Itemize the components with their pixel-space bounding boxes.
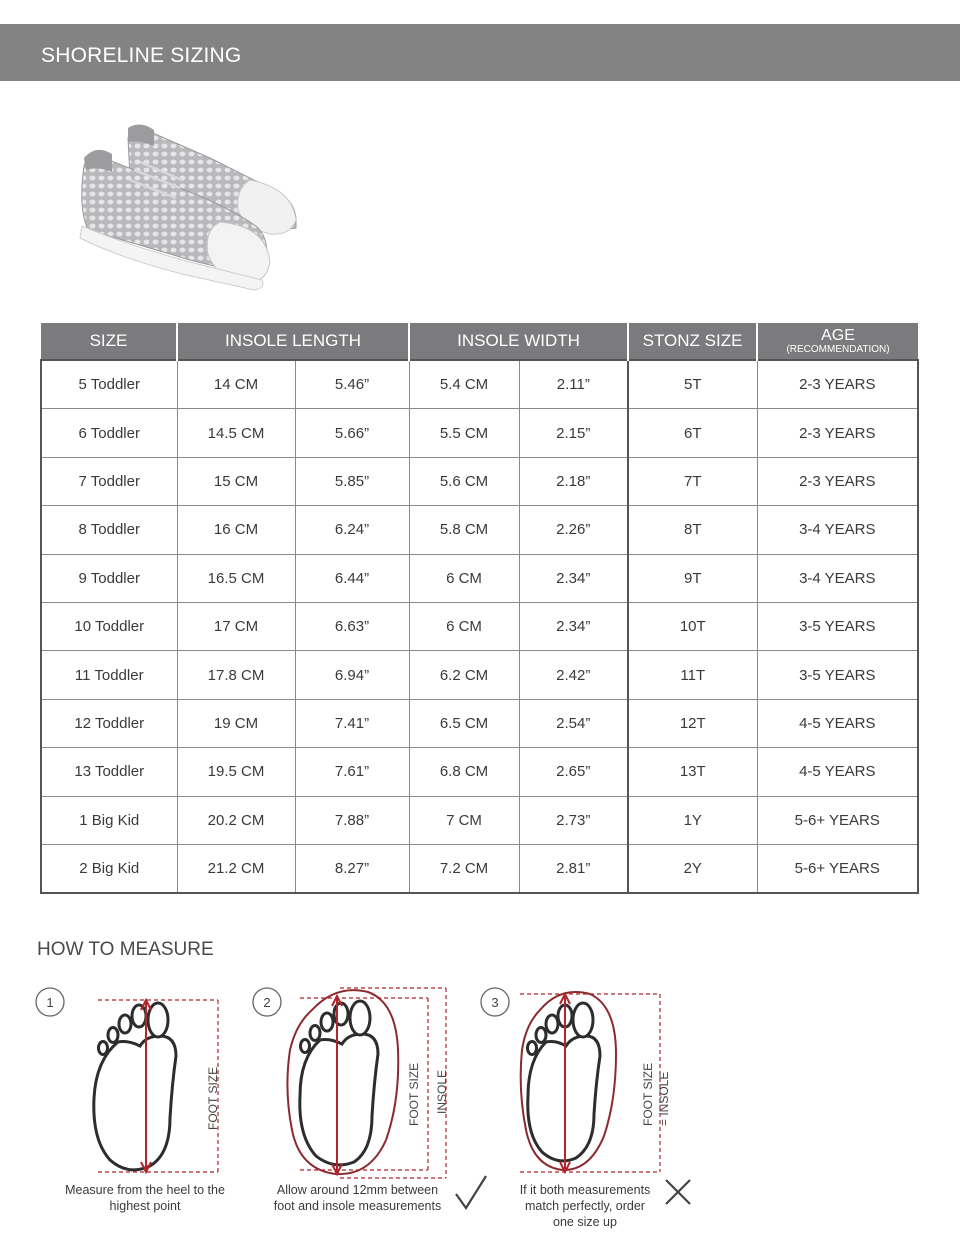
step-3-foot-icon (528, 1003, 601, 1161)
insole-width-in-cell: 2.18” (519, 457, 628, 505)
insole-width-in-cell: 2.54” (519, 699, 628, 747)
insole-length-in-cell: 5.46” (295, 360, 409, 409)
age-cell: 4-5 YEARS (757, 699, 918, 747)
table-row (41, 796, 918, 844)
size-cell: 8 Toddler (41, 506, 177, 554)
table-row (41, 360, 918, 409)
product-image (70, 118, 306, 310)
age-cell: 3-5 YEARS (757, 602, 918, 650)
insole-width-cm-cell: 5.5 CM (409, 409, 519, 457)
stonz-size-cell: 5T (628, 360, 757, 409)
size-cell: 13 Toddler (41, 748, 177, 796)
insole-width-in-cell: 2.34” (519, 554, 628, 602)
step-1-caption (40, 1182, 250, 1214)
insole-width-cm-cell: 6.8 CM (409, 748, 519, 796)
header-stonz-size: STONZ SIZE (628, 323, 757, 360)
header-banner (0, 24, 960, 81)
insole-length-in-cell: 6.94” (295, 651, 409, 699)
insole-length-cm-cell: 17.8 CM (177, 651, 295, 699)
size-cell: 2 Big Kid (41, 844, 177, 893)
step-1-diagram (36, 988, 220, 1172)
insole-length-cm-cell: 14.5 CM (177, 409, 295, 457)
age-cell: 5-6+ YEARS (757, 796, 918, 844)
insole-width-in-cell: 2.26” (519, 506, 628, 554)
age-cell: 3-4 YEARS (757, 554, 918, 602)
insole-width-cm-cell: 6 CM (409, 554, 519, 602)
size-cell: 10 Toddler (41, 602, 177, 650)
table-header-row (41, 323, 918, 360)
table-row (41, 409, 918, 457)
step-3-diagram (481, 988, 690, 1204)
step-2-caption-line: Allow around 12mm between (276, 1183, 439, 1197)
table-row (41, 844, 918, 893)
header-age-note: (RECOMMENDATION) (786, 344, 890, 355)
stonz-size-cell: 10T (628, 602, 757, 650)
step-1-foot-size-label: FOOT SIZE (206, 1066, 220, 1130)
stonz-size-cell: 1Y (628, 796, 757, 844)
step-2-foot-size-label: FOOT SIZE (407, 1062, 421, 1126)
step-3-foot-size-label: FOOT SIZE (641, 1062, 655, 1126)
insole-length-in-cell: 7.61” (295, 748, 409, 796)
insole-width-cm-cell: 6.2 CM (409, 651, 519, 699)
age-cell: 3-5 YEARS (757, 651, 918, 699)
size-cell: 11 Toddler (41, 651, 177, 699)
insole-length-cm-cell: 16 CM (177, 506, 295, 554)
table-row (41, 602, 918, 650)
step-2-insole-label: INSOLE (435, 1069, 449, 1114)
table-row (41, 554, 918, 602)
size-chart-table (40, 323, 919, 894)
step-2-caption (250, 1182, 465, 1214)
insole-length-in-cell: 5.85” (295, 457, 409, 505)
size-cell: 9 Toddler (41, 554, 177, 602)
age-cell: 5-6+ YEARS (757, 844, 918, 893)
insole-length-in-cell: 5.66” (295, 409, 409, 457)
insole-width-in-cell: 2.34” (519, 602, 628, 650)
insole-length-cm-cell: 14 CM (177, 360, 295, 409)
insole-length-in-cell: 8.27” (295, 844, 409, 893)
step-3-number: 3 (491, 995, 499, 1010)
insole-length-in-cell: 7.88” (295, 796, 409, 844)
step-1-caption-line: highest point (109, 1199, 181, 1213)
size-cell: 12 Toddler (41, 699, 177, 747)
insole-width-cm-cell: 7 CM (409, 796, 519, 844)
insole-length-cm-cell: 19.5 CM (177, 748, 295, 796)
stonz-size-cell: 7T (628, 457, 757, 505)
insole-length-in-cell: 7.41” (295, 699, 409, 747)
stonz-size-cell: 12T (628, 699, 757, 747)
insole-length-cm-cell: 19 CM (177, 699, 295, 747)
insole-length-cm-cell: 17 CM (177, 602, 295, 650)
age-cell: 2-3 YEARS (757, 360, 918, 409)
table-row (41, 748, 918, 796)
header-age-label: AGE (821, 327, 855, 344)
insole-width-in-cell: 2.73” (519, 796, 628, 844)
how-to-measure-title: HOW TO MEASURE (37, 939, 214, 960)
age-cell: 4-5 YEARS (757, 748, 918, 796)
size-cell: 5 Toddler (41, 360, 177, 409)
insole-width-in-cell: 2.11” (519, 360, 628, 409)
size-cell: 7 Toddler (41, 457, 177, 505)
insole-length-cm-cell: 15 CM (177, 457, 295, 505)
age-cell: 2-3 YEARS (757, 409, 918, 457)
stonz-size-cell: 11T (628, 651, 757, 699)
insole-width-cm-cell: 5.8 CM (409, 506, 519, 554)
insole-width-in-cell: 2.81” (519, 844, 628, 893)
size-cell: 6 Toddler (41, 409, 177, 457)
step-3-caption-line: one size up (553, 1215, 617, 1229)
header-insole-length: INSOLE LENGTH (177, 323, 409, 360)
header-age (757, 323, 918, 360)
step-1-foot-icon (94, 1003, 176, 1170)
table-row (41, 651, 918, 699)
insole-width-cm-cell: 7.2 CM (409, 844, 519, 893)
stonz-size-cell: 6T (628, 409, 757, 457)
stonz-size-cell: 13T (628, 748, 757, 796)
step-3-equals-insole-label: = INSOLE (657, 1071, 671, 1126)
insole-width-cm-cell: 6.5 CM (409, 699, 519, 747)
insole-width-cm-cell: 6 CM (409, 602, 519, 650)
step-3-caption-line: If it both measurements (519, 1183, 651, 1197)
header-size: SIZE (41, 323, 177, 360)
insole-length-in-cell: 6.24” (295, 506, 409, 554)
table-row (41, 457, 918, 505)
step-3-caption (490, 1182, 680, 1230)
insole-length-in-cell: 6.63” (295, 602, 409, 650)
stonz-size-cell: 9T (628, 554, 757, 602)
table-row (41, 506, 918, 554)
step-1-number: 1 (46, 995, 54, 1010)
insole-width-in-cell: 2.65” (519, 748, 628, 796)
stonz-size-cell: 2Y (628, 844, 757, 893)
insole-width-cm-cell: 5.4 CM (409, 360, 519, 409)
insole-width-in-cell: 2.15” (519, 409, 628, 457)
size-cell: 1 Big Kid (41, 796, 177, 844)
step-2-diagram (253, 988, 486, 1208)
table-row (41, 699, 918, 747)
page-title: SHORELINE SIZING (41, 44, 242, 67)
insole-width-cm-cell: 5.6 CM (409, 457, 519, 505)
step-1-caption-line: Measure from the heel to the (65, 1183, 225, 1197)
insole-width-in-cell: 2.42” (519, 651, 628, 699)
stonz-size-cell: 8T (628, 506, 757, 554)
insole-length-cm-cell: 20.2 CM (177, 796, 295, 844)
step-2-number: 2 (263, 995, 271, 1010)
insole-length-cm-cell: 21.2 CM (177, 844, 295, 893)
step-3-caption-line: match perfectly, order (525, 1199, 645, 1213)
age-cell: 3-4 YEARS (757, 506, 918, 554)
step-2-caption-line: foot and insole measurements (273, 1199, 442, 1213)
insole-length-in-cell: 6.44” (295, 554, 409, 602)
step-2-foot-icon (300, 1001, 378, 1165)
age-cell: 2-3 YEARS (757, 457, 918, 505)
table-body (41, 360, 918, 893)
header-insole-width: INSOLE WIDTH (409, 323, 628, 360)
insole-length-cm-cell: 16.5 CM (177, 554, 295, 602)
